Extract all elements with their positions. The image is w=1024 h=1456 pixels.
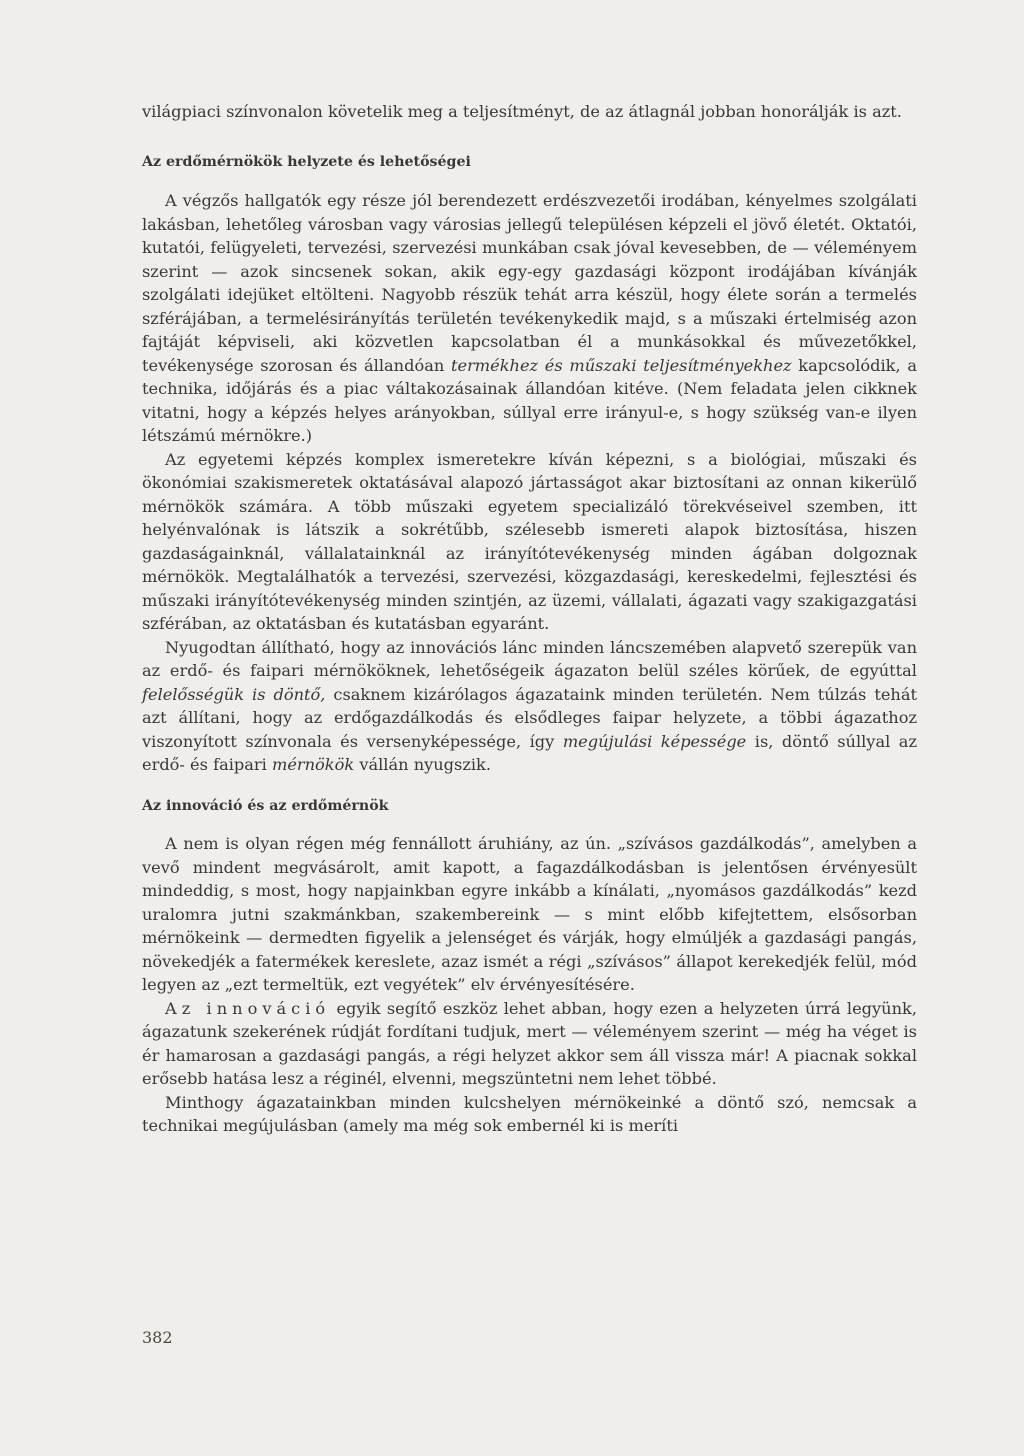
italic-run: felelősségük is döntő,: [142, 684, 326, 704]
text-run: kapcsolódik, a technika, időjárás és a piac váltakozásainak állandóan kitéve. (Nem feladata jelen cikknek vitatni, hogy a képzés helyes arányokban, súllyal erre irányul-e, s hogy szükség van-e ilyen létszámú mérnökre.): [142, 355, 917, 445]
text-column: [142, 100, 917, 1138]
paragraph-university-training: Az egyetemi képzés komplex ismeretekre kíván képezni, s a biológiai, műszaki és ökonómiai szakismeretek oktatásával alapozó jártasságot akar biztosítani az onnan kikerülő mérnökök számára. A több műszaki egyetem specializáló törekvéseivel szemben, itt helyénvalónak is látszik a sokrétűbb, szélesebb ismereti alapok biztosítása, hiszen gazdaságainknál, vállalatainknál az irányítótevékenység minden ágában dolgoznak mérnökök. Megtalálhatók a tervezési, szervezési, közgazdasági, kereskedelmi, fejlesztési és műszaki irányítótevékenység minden szintjén, az üzemi, vállalati, ágazati vagy szakigazgatási szférában, az oktatásban és kutatásban egyaránt.: [142, 449, 917, 633]
italic-run: mérnökök: [271, 755, 355, 774]
text-run: vállán nyugszik.: [354, 755, 492, 774]
text-run: A végzős hallgatók egy része jól berendezett erdészvezetői irodában, kényelmes szolgálati lakásban, lehetőleg városban vagy városias jellegű településen képzeli el jövő életét. Oktatói, kutatói, felügyeleti, tervezési, szervezési munkában csak jóval kevesebben, de — véleményem szerint — azok sincsenek sokan, akik egy-egy gazdasági központ irodájában kívánják szolgálati idejüket eltölteni. Nagyobb részük tehát arra készül, hogy élete során a termelés szférájában, a termelésirányítás területén tevékenykedik majd, s a műszaki értelmiség azon fajtáját képviseli, aki közvetlen kapcsolatban él a munkásokkal és művezetőkkel, tevékenysége szorosan és állandóan: [142, 191, 917, 375]
paragraph-innovation-tool: [142, 997, 917, 1091]
intro-paragraph: világpiaci színvonalon követelik meg a teljesítményt, de az átlagnál jobban honorálják is azt.: [142, 102, 902, 121]
text-run: Nyugodtan állítható, hogy az innovációs lánc minden láncszemében alapvető szerepük van az erdő- és faipari mérnököknek, lehetőségeik ágazaton belül széles körűek, de egyúttal: [142, 637, 917, 680]
spaced-run: Az innováció: [165, 998, 331, 1018]
text-run: is, döntő súllyal az erdő- és faipari: [142, 731, 917, 774]
paragraph-key-positions: Minthogy ágazatainkban minden kulcshelyen mérnökeinké a döntő szó, nemcsak a technikai megújulásban (amely ma még sok embernél ki is meríti: [142, 1092, 917, 1135]
section-heading-innovation: Az innováció és az erdőmérnök: [142, 797, 389, 814]
page-number: 382: [142, 1328, 173, 1347]
section-heading-forest-engineers: Az erdőmérnökök helyzete és lehetőségei: [142, 153, 471, 170]
text-run: csaknem kizárólagos ágazataink minden területén. Nem túlzás tehát azt állítani, hogy az erdőgazdálkodás és elsődleges faipar helyzete, a többi ágazathoz viszonyított színvonala és versenyképessége, így: [142, 684, 917, 751]
italic-run: termékhez és műszaki teljesítményekhez: [450, 355, 792, 375]
paragraph-shortage-economy: A nem is olyan régen még fennállott áruhiány, az ún. „szívásos gazdálkodás”, amelyben a vevő mindent megvásárolt, amit kapott, a fagazdálkodásban is jelentősen érvényesült mindeddig, s most, hogy napjainkban egyre inkább a kínálati, „nyomásos gazdálkodás” kezd uralomra jutni szakmánkban, szakembereink — s mint előbb kifejtettem, elsősorban mérnökeink — dermedten figyelik a jelenséget és várják, hogy elmúljék a gazdasági pangás, növekedjék a fatermékek kereslete, azaz ismét a régi „szívásos” állapot kerekedjék felül, mód legyen az „ezt termeltük, ezt vegyétek” elv érvényesítésére.: [142, 834, 917, 994]
paragraph-innovation-chain: [142, 636, 917, 777]
italic-run: megújulási képessége: [562, 731, 747, 751]
paragraph-graduates: [142, 189, 917, 448]
text-run: egyik segítő eszköz lehet abban, hogy ezen a helyzeten úrrá legyünk, ágazatunk szekerének rúdját fordítani tudjuk, mert — véleményem szerint — még ha véget is ér hamarosan a gazdasági pangás, a régi helyzet akkor sem áll vissza már! A piacnak sokkal erősebb hatása lesz a réginél, elvenni, megszüntetni nem lehet többé.: [142, 998, 917, 1088]
